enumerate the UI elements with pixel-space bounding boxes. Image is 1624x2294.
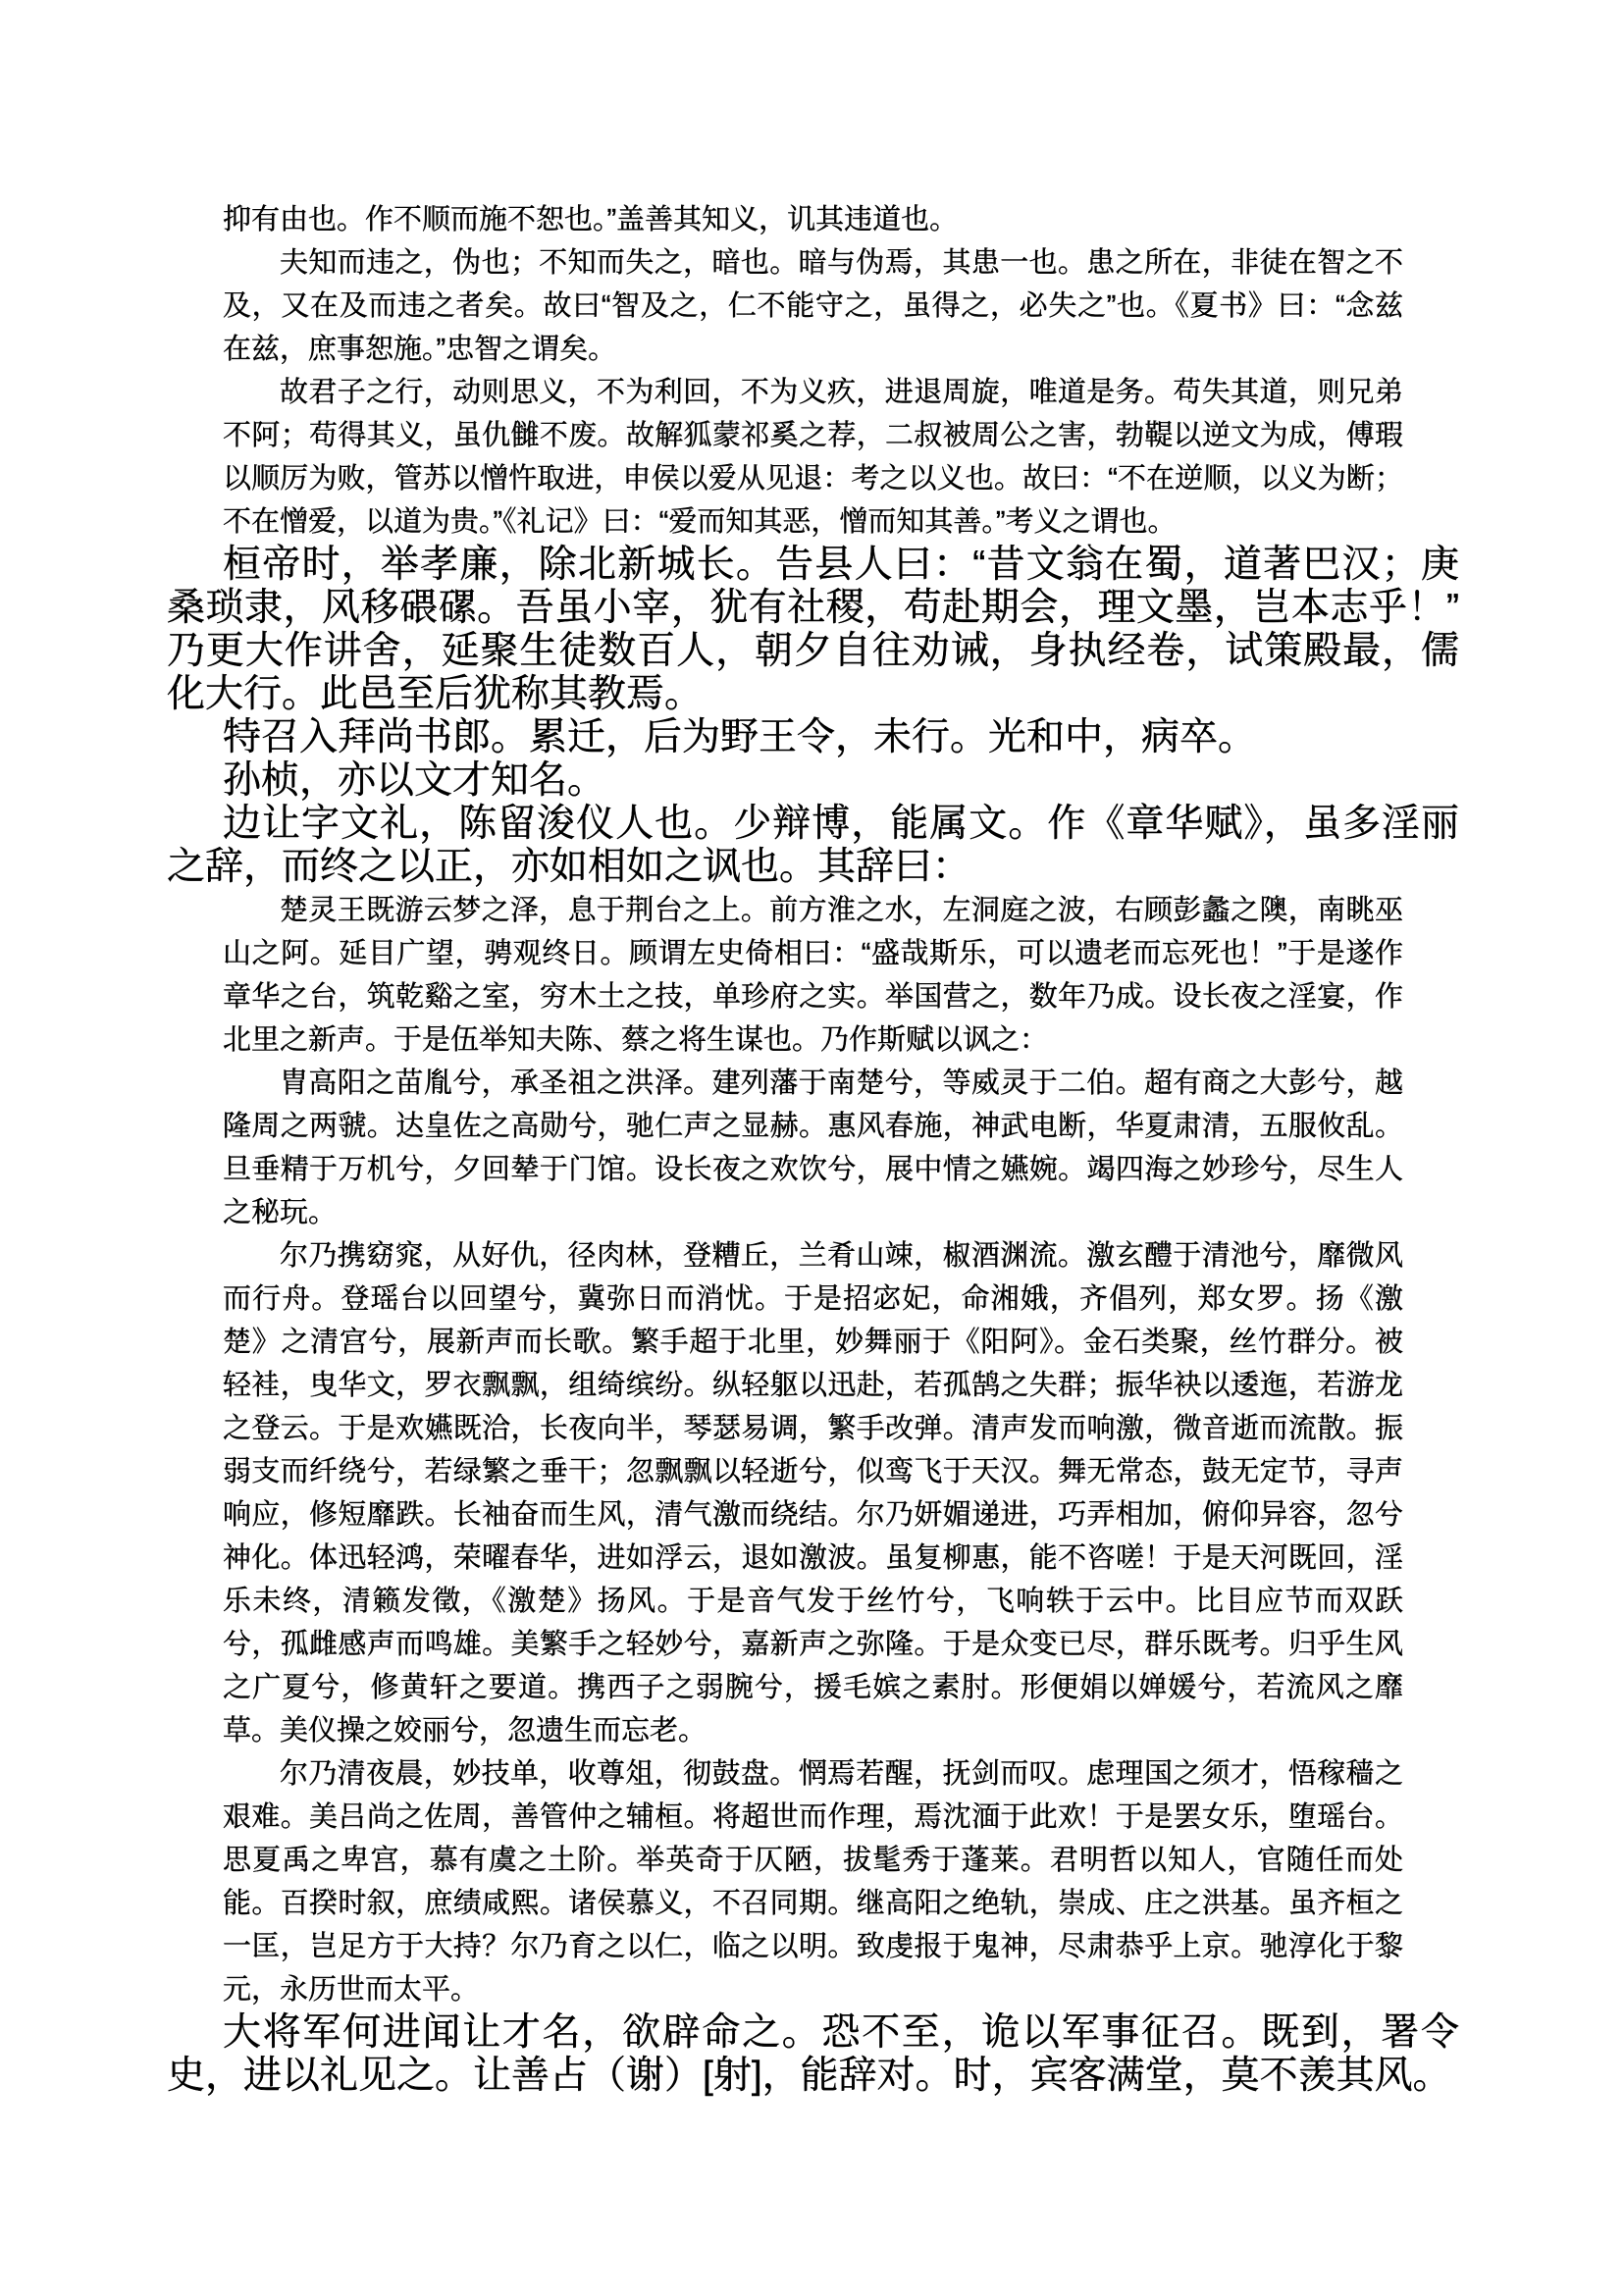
text-paragraph: 尔乃携窈窕，从好仇，径肉林，登糟丘，兰肴山竦，椒酒渊流。激玄醴于清池兮，靡微风而行舟。登瑶台以回望兮，冀弥日而消忧。于是招宓妃，命湘娥，齐倡列，郑女罗。扬《激楚》之清宫兮，展新声而长歌。繁手超于北里，妙舞丽于《阳阿》。金石类聚，丝竹群分。被轻袿，曳华文，罗衣飘飘，组绮缤纷。纵轻躯以迅赴，若孤鹄之失群；振华袂以逶迤，若游龙之登云。于是欢嬿既洽，长夜向半，琴瑟易调，繁手改弹。清声发而响激，微音逝而流散。振弱支而纤绕兮，若绿繁之垂干；忽飘飘以轻逝兮，似鸾飞于天汉。舞无常态，鼓无定节，寻声响应，修短靡跌。长袖奋而生风，清气激而绕结。尔乃妍媚递进，巧弄相加，俯仰异容，忽兮神化。体迅轻鸿，荣曜春华，进如浮云，退如激波。虽复柳惠，能不咨嗟！于是天河既回，淫乐未终，清籁发徵，《激楚》扬风。于是音气发于丝竹兮，飞响轶于云中。比目应节而双跃兮，孤雌感声而鸣雄。美繁手之轻妙兮，嘉新声之弥隆。于是众变已尽，群乐既考。归乎生风之广夏兮，修黄轩之要道。携西子之弱腕兮，援毛嫔之素肘。形便娟以婵媛兮，若流风之靡草。美仪操之姣丽兮，忽遗生而忘老。	[223, 1240, 1403, 1747]
text-paragraph: 边让字文礼，陈留浚仪人也。少辩博，能属文。作《章华赋》，虽多淫丽之辞，而终之以正，亦如相如之讽也。其辞曰：	[167, 803, 1459, 888]
text-paragraph: 夫知而违之，伪也；不知而失之，暗也。暗与伪焉，其患一也。患之所在，非徒在智之不及，又在及而违之者矣。故曰“智及之，仁不能守之，虽得之，必失之”也。《夏书》曰：“念兹在兹，庶事恕施。”忠智之谓矣。	[223, 247, 1403, 365]
text-paragraph: 特召入拜尚书郎。累迁，后为野王令，未行。光和中，病卒。	[223, 716, 1257, 758]
text-paragraph: 楚灵王既游云梦之泽，息于荆台之上。前方淮之水，左洞庭之波，右顾彭蠡之隩，南眺巫山之阿。延目广望，骋观终日。顾谓左史倚相曰：“盛哉斯乐，可以遗老而忘死也！”于是遂作章华之台，筑乾谿之室，穷木土之技，单珍府之实。举国营之，数年乃成。设长夜之淫宴，作北里之新声。于是伍举知夫陈、蔡之将生谋也。乃作斯赋以讽之：	[223, 895, 1403, 1056]
text-paragraph: 孙桢，亦以文才知名。	[223, 759, 606, 802]
text-paragraph: 桓帝时，举孝廉，除北新城长。告县人曰：“昔文翁在蜀，道著巴汉；庚桑琐隶，风移碨磥。吾虽小宰，犹有社稷，苟赴期会，理文墨，岂本志乎！”乃更大作讲舍，延聚生徒数百人，朝夕自往劝诫，身执经卷，试策殿最，儒化大行。此邑至后犹称其教焉。	[167, 544, 1459, 715]
text-paragraph: 故君子之行，动则思义，不为利回，不为义疚，进退周旋，唯道是务。苟失其道，则兄弟不阿；苟得其义，虽仇雠不废。故解狐蒙祁奚之荐，二叔被周公之害，勃鞮以逆文为成，傅瑕以顺厉为败，管苏以憎忤取进，申侯以爱从见退：考之以义也。故曰：“不在逆顺，以义为断；不在憎爱，以道为贵。”《礼记》曰：“爱而知其恶，憎而知其善。”考义之谓也。	[223, 377, 1403, 538]
text-paragraph: 尔乃清夜晨，妙技单，收尊俎，彻鼓盘。惘焉若醒，抚剑而叹。虑理国之须才，悟稼穑之艰难。美吕尚之佐周，善管仲之辅桓。将超世而作理，焉沈湎于此欢！于是罢女乐，堕瑶台。思夏禹之卑宫，慕有虞之土阶。举英奇于仄陋，拔髦秀于蓬莱。君明哲以知人，官随任而处能。百揆时叙，庶绩咸熙。诸侯慕义，不召同期。继高阳之绝轨，崇成、庄之洪基。虽齐桓之一匡，岂足方于大持？尔乃育之以仁，临之以明。致虔报于鬼神，尽肃恭乎上京。驰淳化于黎元，永历世而太平。	[223, 1758, 1403, 2006]
text-column	[167, 198, 1459, 2098]
text-paragraph: 大将军何进闻让才名，欲辟命之。恐不至，诡以军事征召。既到，署令史，进以礼见之。让善占（谢）[射]，能辞对。时，宾客满堂，莫不羡其风。	[167, 2011, 1459, 2097]
text-paragraph: 抑有由也。作不顺而施不恕也。”盖善其知义，讥其违道也。	[223, 204, 959, 235]
text-paragraph: 胄高阳之苗胤兮，承圣祖之洪泽。建列藩于南楚兮，等威灵于二伯。超有商之大彭兮，越隆周之两虢。达皇佐之高勋兮，驰仁声之显赫。惠风春施，神武电断，华夏肃清，五服攸乱。旦垂精于万机兮，夕回辇于门馆。设长夜之欢饮兮，展中情之嬿婉。竭四海之妙珍兮，尽生人之秘玩。	[223, 1068, 1403, 1228]
